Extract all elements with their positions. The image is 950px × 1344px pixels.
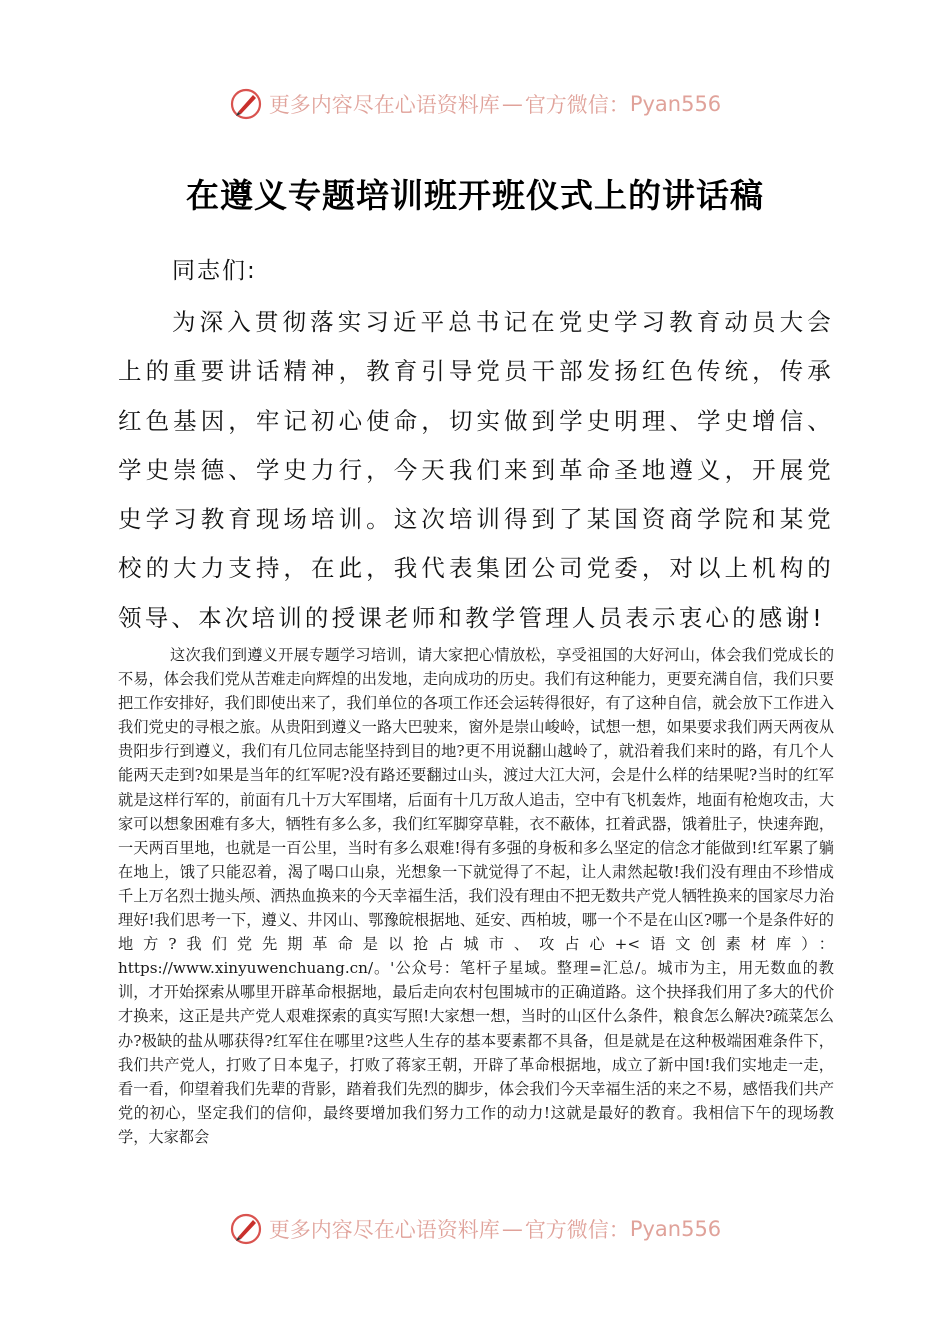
header-banner (0, 84, 950, 124)
banner-account: Pyan556 (629, 1217, 722, 1241)
banner-official: 官方微信： (524, 93, 630, 117)
pen-logo-icon (229, 1212, 263, 1246)
body-paragraph: 这次我们到遵义开展专题学习培训，请大家把心情放松，享受祖国的大好河山，体会我们党成长的不易，体会我们党从苦难走向辉煌的出发地，走向成功的历史。我们有这种能力，更要充满自信，我们只要把工作安排好，我们即使出来了，我们单位的各项工作还会运转得很好，有了这种自信，就会放下工作进入我们党史的寻根之旅。从贵阳到遵义一路大巴驶来，窗外是崇山峻岭，试想一想，如果要求我们两天两夜从贵阳步行到遵义，我们有几位同志能坚持到目的地?更不用说翻山越岭了，就沿着我们来时的路，有几个人能两天走到?如果是当年的红军呢?没有路还要翻过山头，渡过大江大河，会是什么样的结果呢?当时的红军就是这样行军的，前面有几十万大军围堵，后面有十几万敌人追击，空中有飞机轰炸，地面有枪炮攻击，大家可以想象困难有多大，牺牲有多么多，我们红军脚穿草鞋，衣不蔽体，扛着武器，饿着肚子，快速奔跑，一天两百里地，也就是一百公里，当时有多么艰难!得有多强的身板和多么坚定的信念才能做到!红军累了躺在地上，饿了只能忍着，渴了喝口山泉，光想象一下就觉得了不起，让人肃然起敬!我们没有理由不珍惜成千上万名烈士抛头颅、洒热血换来的今天幸福生活，我们没有理由不把无数共产党人牺牲换来的国家尽力治理好!我们思考一下，遵义、井冈山、鄂豫皖根据地、延安、西柏坡，哪一个不是在山区?哪一个是条件好的地方?我们党先期革命是以抢占城市、攻占心+<语文创素材库）：https://www.xinyuwenchuang.cn/。'公众号：笔杆子星域。整理=汇总/。城市为主，用无数血的教训，才开始探索从哪里开辟革命根据地，最后走向农村包围城市的正确道路。这个抉择我们用了多大的代价才换来，这正是共产党人艰难探索的真实写照!大家想一想，当时的山区什么条件，粮食怎么解决?疏菜怎么办?极缺的盐从哪获得?红军住在哪里?这些人生存的基本要素都不具备，但是就是在这种极端困难条件下，我们共产党人，打败了日本鬼子，打败了蒋家王朝，开辟了革命根据地，成立了新中国!我们实地走一走，看一看，仰望着我们先辈的背影，踏着我们先烈的脚步，体会我们今天幸福生活的来之不易，感悟我们共产党的初心，坚定我们的信仰，最终要增加我们努力工作的动力!这就是最好的教育。我相信下午的现场教学，大家都会 (118, 646, 834, 1146)
banner-separator: — (501, 1217, 523, 1241)
banner-official: 官方微信： (524, 1218, 630, 1242)
pen-logo-icon (229, 87, 263, 121)
document-title: 在遵义专题培训班开班仪式上的讲话稿 (186, 176, 764, 215)
banner-separator: — (501, 92, 523, 116)
banner-account: Pyan556 (629, 92, 722, 116)
banner-text: 更多内容尽在心语资料库 (268, 93, 500, 117)
greeting: 同志们: (172, 258, 257, 284)
banner-text: 更多内容尽在心语资料库 (268, 1218, 500, 1242)
lead-paragraph: 为深入贯彻落实习近平总书记在党史学习教育动员大会上的重要讲话精神，教育引导党员干部发扬红色传统，传承红色基因，牢记初心使命，切实做到学史明理、学史增信、学史崇德、学史力行，今天我们来到革命圣地遵义，开展党史学习教育现场培训。这次培训得到了某国资商学院和某党校的大力支持，在此，我代表集团公司党委，对以上机构的领导、本次培训的授课老师和教学管理人员表示衷心的感谢! (118, 308, 834, 632)
footer-banner (0, 1209, 950, 1249)
